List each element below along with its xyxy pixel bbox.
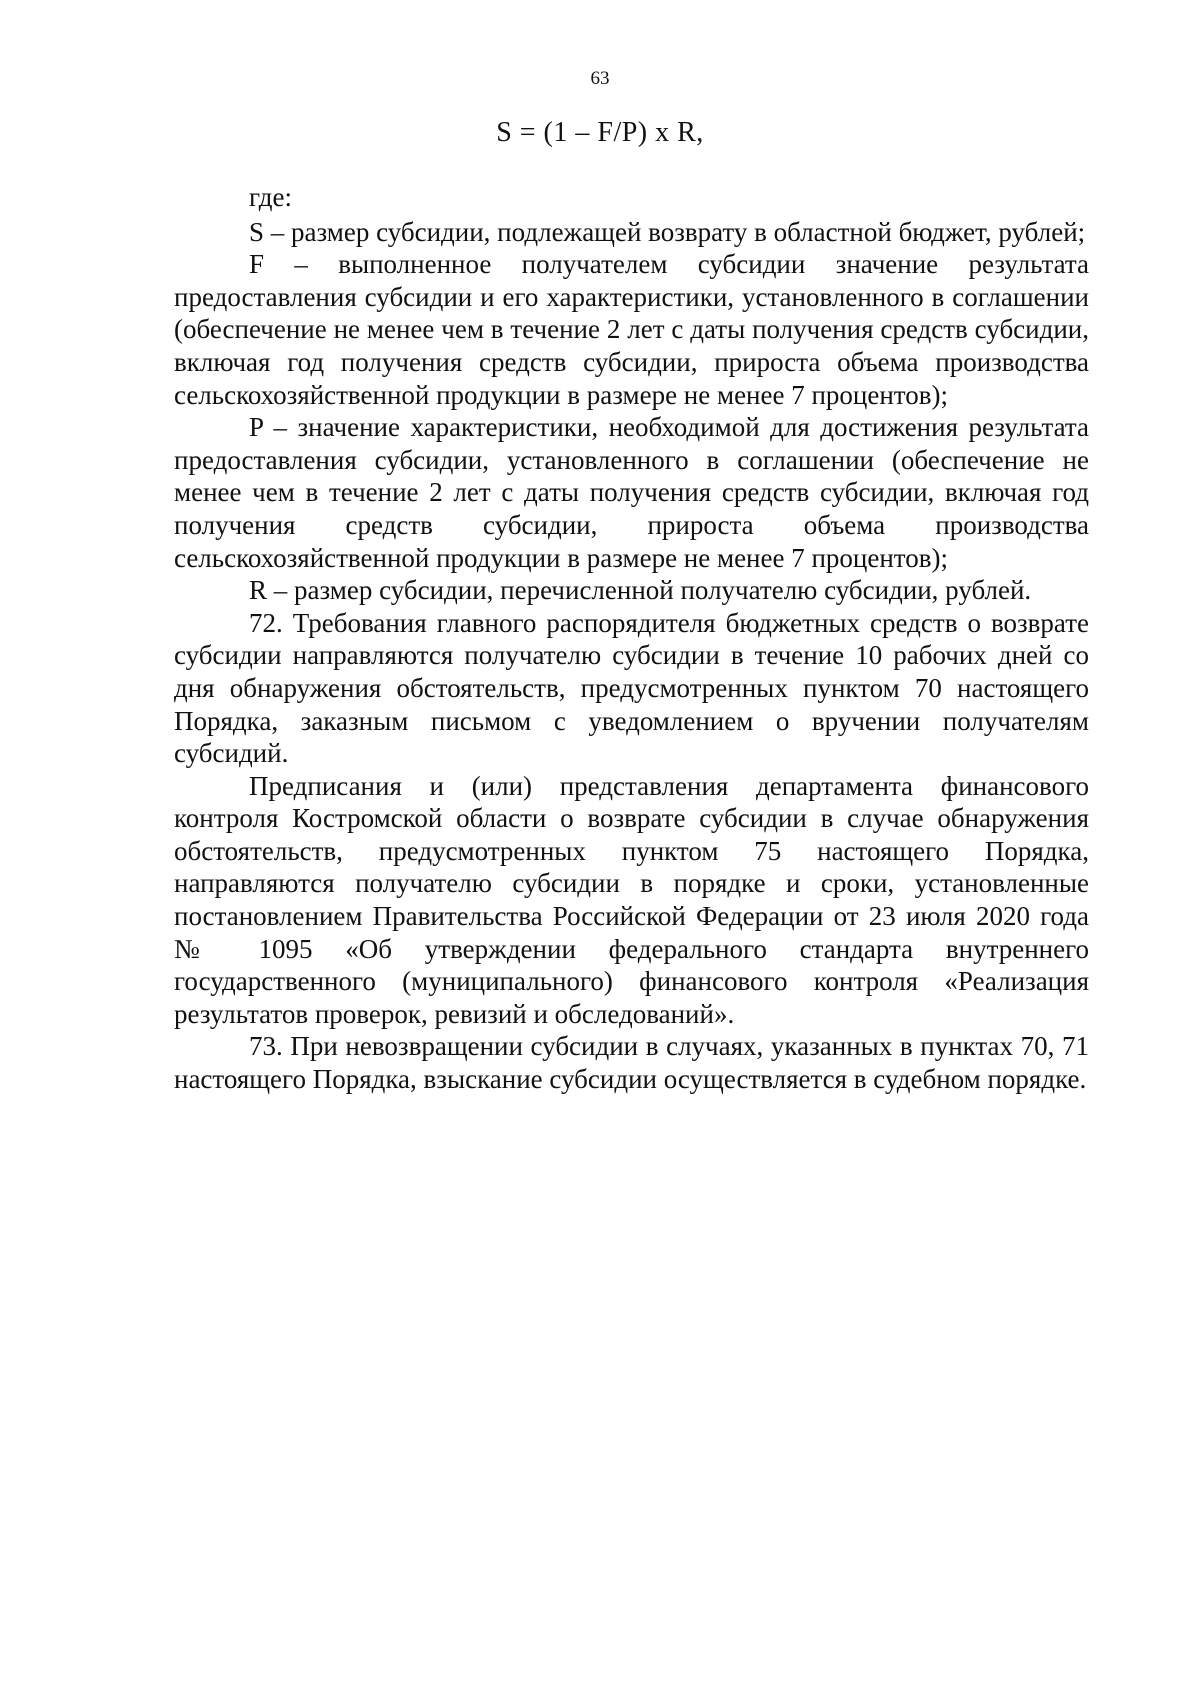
definition-f: F – выполненное получателем субсидии значение результата предоставления субсидии и его характеристики, установленного в соглашении (обеспечение не менее чем в течение 2 лет с даты получения средств субсидии, включая год получения средств субсидии, прироста объема производства сельскохозяйственной продукции в размере не менее 7 процентов); bbox=[174, 249, 1089, 410]
definition-p: P – значение характеристики, необходимой для достижения результата предоставления субсидии, установленного в соглашении (обеспечение не менее чем в течение 2 лет с даты получения средств субсидии, включая год получения средств субсидии, прироста объема производства сельскохозяйственной продукции в размере не менее 7 процентов); bbox=[174, 412, 1089, 573]
subsidy-formula: S = (1 – F/P) x R, bbox=[496, 117, 704, 148]
paragraph-item-72: 72. Требования главного распорядителя бюджетных средств о возврате субсидии направляются получателю субсидии в течение 10 рабочих дней со дня обнаружения обстоятельств, предусмотренных пунктом 70 настоящего Порядка, заказным письмом с уведомлением о вручении получателям субсидий. bbox=[174, 607, 1089, 769]
where-label: где: bbox=[249, 182, 292, 212]
document-body bbox=[174, 181, 1089, 1096]
definition-s: S – размер субсидии, подлежащей возврату в областной бюджет, рублей; bbox=[249, 216, 1086, 247]
paragraph-item-73: 73. При невозвращении субсидии в случаях, указанных в пунктах 70, 71 настоящего Порядка, взыскание субсидии осуществляется в судебном порядке. bbox=[174, 1031, 1089, 1095]
page-number: 63 bbox=[590, 68, 610, 89]
paragraph-prescriptions: Предписания и (или) представления департамента финансового контроля Костромской области о возврате субсидии в случае обнаружения обстоятельств, предусмотренных пунктом 75 настоящего Порядка, направляются получателю субсидии в порядке и сроки, установленные постановлением Правительства Российской Федерации от 23 июля 2020 года № 1095 «Об утверждении федерального стандарта внутреннего государственного (муниципального) финансового контроля «Реализация результатов проверок, ревизий и обследований». bbox=[174, 770, 1089, 1029]
definition-r: R – размер субсидии, перечисленной получателю субсидии, рублей. bbox=[249, 575, 1032, 606]
